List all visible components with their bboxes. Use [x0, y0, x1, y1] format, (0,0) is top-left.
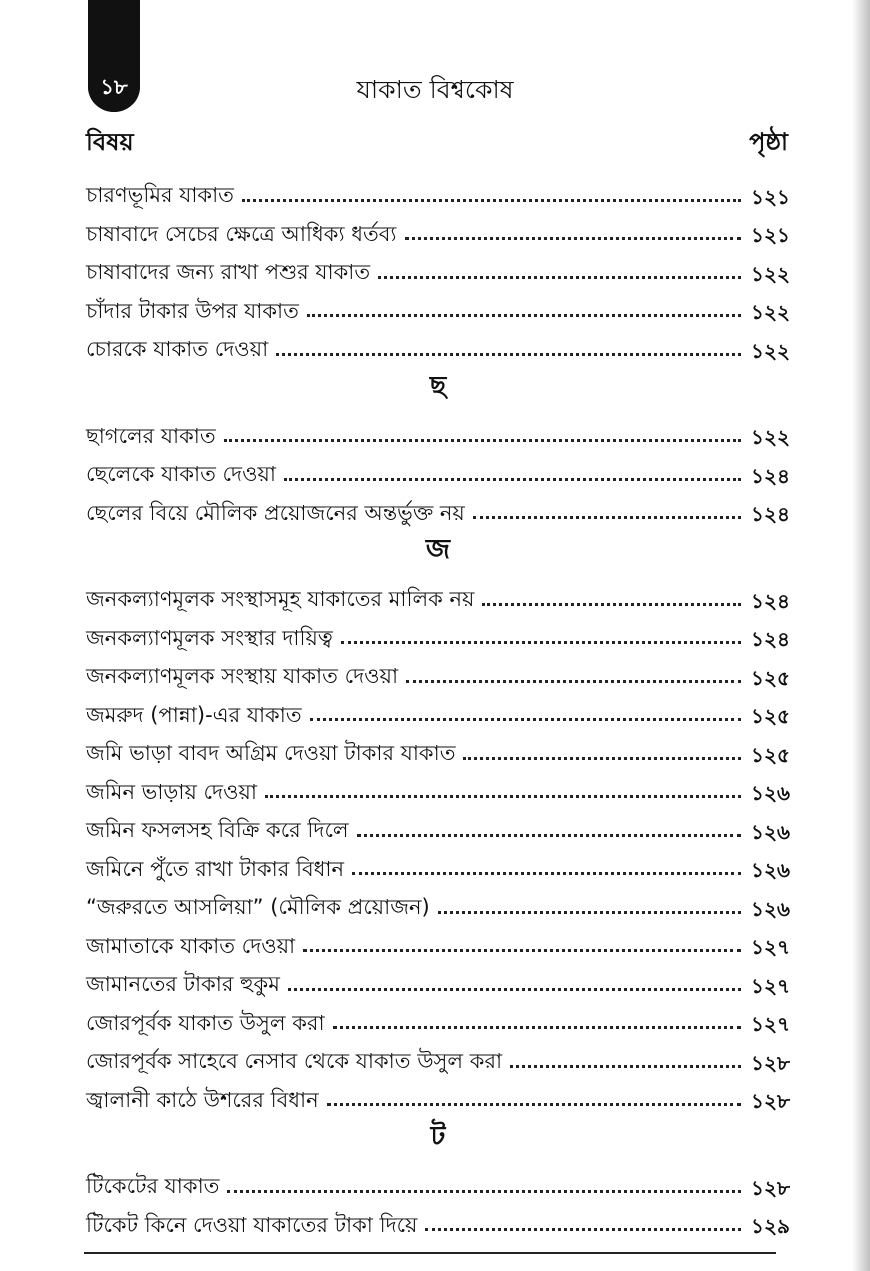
toc-entry-title: “জরুরতে আসলিয়া” (মৌলিক প্রয়োজন) [86, 895, 430, 920]
toc-entry-page: ১২৮ [751, 1050, 790, 1075]
dot-leader [303, 949, 741, 952]
running-title: যাকাত বিশ্বকোষ [356, 75, 514, 104]
toc-entry-title: চারণভূমির যাকাত [86, 183, 234, 208]
toc-entry [86, 767, 790, 806]
toc-entry-page: ১২৬ [751, 896, 790, 921]
dot-leader [307, 314, 741, 317]
toc-entry-title: টিকেট কিনে দেওয়া যাকাতের টাকা দিয়ে [86, 1212, 418, 1237]
toc-entry-title: জোরপূর্বক যাকাত উসুল করা [86, 1010, 325, 1035]
toc-entry-page: ১২৮ [751, 1175, 790, 1200]
dot-leader [276, 353, 741, 356]
toc-entry-title: ছেলের বিয়ে মৌলিক প্রয়োজনের অন্তর্ভুক্ত নয় [86, 500, 465, 525]
toc-entry [86, 651, 790, 690]
page-column-heading: পৃষ্ঠা [749, 128, 788, 156]
toc-entry [86, 1036, 790, 1075]
toc-entry [86, 921, 790, 960]
dot-leader [406, 680, 741, 683]
dot-leader [288, 988, 741, 991]
toc-entry-title: চাঁদার টাকার উপর যাকাত [86, 298, 299, 323]
toc-entry-page: ১২৭ [751, 935, 790, 959]
page-edge-shadow [852, 0, 870, 1271]
dot-leader [510, 1065, 741, 1068]
toc-entry-title: জ্বালানী কাঠে উশরের বিধান [86, 1087, 319, 1112]
toc-entry-title: জমি ভাড়া বাবদ অগ্রিম দেওয়া টাকার যাকাত [86, 741, 456, 766]
toc-entry-title: জনকল্যাণমূলক সংস্থার দায়িত্ব [86, 625, 333, 650]
toc-entry-page: ১২৪ [751, 588, 790, 613]
toc-entry-title: চাষাবাদে সেচের ক্ষেত্রে আধিক্য ধর্তব্য [86, 221, 397, 246]
toc-entry-page: ১২৫ [751, 704, 790, 728]
toc-entry [86, 449, 790, 488]
toc-entry-title: জমিনে পুঁতে রাখা টাকার বিধান [86, 856, 345, 881]
toc-entry-page: ১২৬ [751, 858, 790, 882]
toc-entry-title: ছেলেকে যাকাত দেওয়া [86, 462, 277, 487]
dot-leader [473, 516, 741, 519]
toc-entry-title: জমরুদ (পান্না)-এর যাকাত [86, 702, 302, 727]
toc-entry [86, 488, 790, 527]
toc-entry-page: ১২৬ [751, 819, 790, 844]
dot-leader [438, 911, 741, 914]
subject-column-heading: বিষয় [86, 128, 134, 156]
toc-entry [86, 209, 790, 248]
toc-entry [86, 170, 790, 209]
toc-entry-title: চাষাবাদের জন্য রাখা পশুর যাকাত [86, 260, 371, 285]
toc-entry-page: ১২৭ [751, 973, 790, 998]
table-of-contents [86, 170, 790, 1238]
dot-leader [265, 795, 741, 798]
toc-entry [86, 690, 790, 729]
toc-entry-title: জমিন ভাড়ায় দেওয়া [86, 779, 258, 804]
toc-entry-page: ১২২ [751, 300, 790, 324]
toc-entry-page: ১২৬ [751, 781, 790, 805]
dot-leader [224, 439, 741, 442]
dot-leader [463, 757, 741, 760]
toc-entry [86, 247, 790, 286]
dot-leader [327, 1103, 741, 1106]
toc-entry [86, 998, 790, 1037]
dot-leader [425, 1228, 741, 1231]
toc-entry [86, 411, 790, 450]
toc-entry [86, 324, 790, 363]
dot-leader [333, 1026, 741, 1029]
dot-leader [357, 834, 741, 837]
toc-entry [86, 805, 790, 844]
toc-entry-title: চোরকে যাকাত দেওয়া [86, 337, 269, 362]
section-letter: জ [425, 534, 451, 565]
toc-entry [86, 574, 790, 613]
section-letter: ছ [429, 370, 447, 402]
toc-entry-page: ১২১ [751, 184, 790, 209]
dot-leader [227, 1190, 741, 1193]
toc-entry-title: জনকল্যাণমূলক সংস্থায় যাকাত দেওয়া [86, 664, 399, 689]
dot-leader [482, 603, 741, 606]
toc-entry-page: ১২২ [751, 425, 790, 449]
toc-entry-page: ১২৪ [751, 463, 790, 488]
dot-leader [341, 641, 741, 644]
toc-entry [86, 1075, 790, 1114]
toc-entry-page: ১২২ [751, 338, 790, 363]
toc-entry-title: জমিন ফসলসহ বিক্রি করে দিলে [86, 818, 349, 843]
toc-entry-page: ১২৫ [751, 665, 790, 690]
toc-entry [86, 844, 790, 883]
toc-entry-page: ১২৪ [751, 627, 790, 651]
toc-entry-page: ১২৯ [751, 1214, 790, 1238]
toc-entry-title: জামানতের টাকার হুকুম [86, 972, 280, 997]
toc-entry-page: ১২২ [751, 261, 790, 286]
toc-entry-page: ১২৭ [751, 1012, 790, 1036]
toc-entry-title: জোরপূর্বক সাহেবে নেসাব থেকে যাকাত উসুল করা [86, 1049, 503, 1074]
dot-leader [352, 872, 741, 875]
toc-entry [86, 1161, 790, 1200]
dot-leader [284, 478, 741, 481]
footer-rule [84, 1252, 776, 1254]
toc-entry-page: ১২৫ [751, 742, 790, 767]
dot-leader [242, 199, 741, 202]
toc-entry-title: টিকেটের যাকাত [86, 1174, 220, 1199]
toc-entry-title: জামাতাকে যাকাত দেওয়া [86, 933, 296, 958]
toc-entry [86, 959, 790, 998]
toc-entry [86, 286, 790, 325]
toc-entry-page: ১২৮ [751, 1089, 790, 1113]
dot-leader [378, 276, 741, 279]
toc-entry [86, 882, 790, 921]
toc-entry [86, 728, 790, 767]
dot-leader [405, 237, 742, 240]
toc-entry [86, 613, 790, 652]
page-number: ১৮ [88, 62, 140, 112]
toc-entry [86, 1200, 790, 1239]
toc-entry-page: ১২১ [751, 223, 790, 247]
section-letter: ট [430, 1121, 446, 1152]
dot-leader [310, 718, 741, 721]
toc-entry-title: ছাগলের যাকাত [86, 423, 216, 448]
toc-entry-page: ১২৪ [751, 502, 790, 526]
toc-entry-title: জনকল্যাণমূলক সংস্থাসমূহ যাকাতের মালিক নয় [86, 587, 475, 612]
